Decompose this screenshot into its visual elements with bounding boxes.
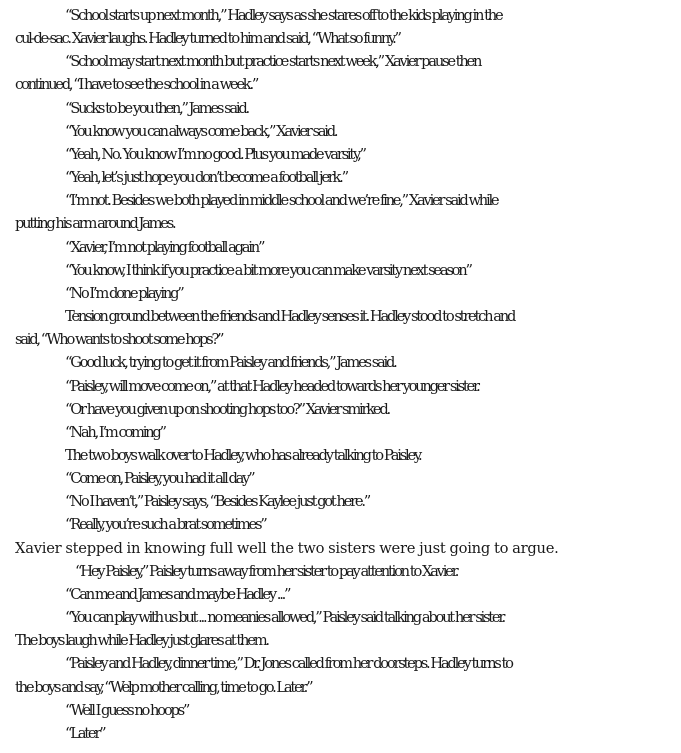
text-line: “You know you can always come back,” Xavier said.: [65, 122, 337, 140]
paragraph: [15, 166, 679, 189]
paragraph: [15, 97, 679, 120]
text-line: said, “Who wants to shoot some hops?”: [15, 331, 223, 349]
text-line: “Later”: [65, 724, 105, 742]
paragraph: [15, 4, 679, 50]
paragraph: [15, 120, 679, 143]
paragraph: [15, 398, 679, 421]
paragraph: [15, 143, 679, 166]
paragraph: [15, 490, 679, 513]
paragraph: [15, 513, 679, 536]
paragraph: [15, 583, 679, 606]
text-line: “Well I guess no hoops”: [65, 701, 189, 719]
text-line: “Come on, Paisley, you had it all day”: [65, 470, 254, 488]
paragraph: [15, 722, 679, 745]
paragraph: [15, 560, 679, 583]
text-line: “Can me and James and maybe Hadley ...”: [65, 585, 290, 603]
text-line: The boys laugh while Hadley just glares at them.: [15, 632, 268, 650]
text-line: “Yeah, let’s just hope you don’t become a football jerk.”: [65, 169, 347, 187]
text-line: Xavier stepped in knowing full well the two sisters were just going to argue.: [15, 539, 559, 557]
paragraph: [15, 305, 679, 351]
text-line: “Paisley, will move come on,” at that Hadley headed towards her younger sister.: [65, 377, 479, 395]
text-line: “Or have you given up on shooting hops too?” Xavier smirked.: [65, 400, 389, 418]
paragraph: [15, 189, 679, 235]
text-line: “Nah, I’m coming”: [65, 423, 165, 441]
text-line: “School may start next month but practice starts next week,” Xavier pause then: [65, 53, 481, 71]
text-line: “School starts up next month,” Hadley says as she stares off to the kids playing in the: [65, 7, 502, 24]
text-line: “Xavier, I’m not playing football again”: [65, 238, 264, 256]
paragraph: [15, 50, 679, 96]
text-line: “Paisley and Hadley, dinner time,” Dr. Jones called from her doorsteps. Hadley turns to: [65, 655, 512, 673]
text-line: The two boys walk over to Hadley, who has already talking to Paisley.: [65, 446, 421, 464]
text-line: “No I haven’t,” Paisley says, “Besides Kaylee just got here.”: [65, 493, 369, 511]
paragraph: [15, 606, 679, 652]
text-line: cul-de-sac. Xavier laughs. Hadley turned to him and said, “What so funny.”: [15, 30, 400, 48]
text-line: the boys and say, “Welp mother calling, time to go. Later.”: [15, 678, 312, 696]
text-line: “Sucks to be you then,” James said.: [65, 99, 248, 117]
text-line: “I’m not. Besides we both played in middle school and we’re fine,” Xavier said while: [65, 192, 498, 210]
text-line: continued, “I have to see the school in a week.”: [15, 76, 258, 94]
paragraph: [15, 652, 679, 698]
text-line: “Yeah, No. You know I’m no good. Plus you made varsity,”: [65, 145, 365, 163]
paragraph: [15, 467, 679, 490]
paragraph: [15, 351, 679, 374]
paragraph: [15, 375, 679, 398]
paragraph: [15, 444, 679, 467]
text-line: Tension ground between the friends and Hadley senses it. Hadley stood to stretch and: [65, 308, 515, 326]
text-line: “Hey Paisley,” Paisley turns away from her sister to pay attention to Xavier.: [75, 562, 458, 580]
paragraph: [15, 421, 679, 444]
paragraph: [15, 699, 679, 722]
story-text: [15, 4, 679, 745]
paragraph: [15, 537, 679, 560]
text-line: “You can play with us but ... no meanies allowed,” Paisley said talking about her sister.: [65, 609, 504, 627]
paragraph: [15, 282, 679, 305]
text-line: “You know, I think if you practice a bit more you can make varsity next season”: [65, 261, 471, 279]
text-line: “Good luck, trying to get it from Paisley and friends,” James said.: [65, 354, 396, 372]
paragraph: [15, 236, 679, 259]
text-line: “No I’m done playing”: [65, 284, 183, 302]
text-line: “Really, you’re such a brat sometimes”: [65, 516, 266, 534]
paragraph: [15, 259, 679, 282]
text-line: putting his arm around James.: [15, 215, 175, 233]
